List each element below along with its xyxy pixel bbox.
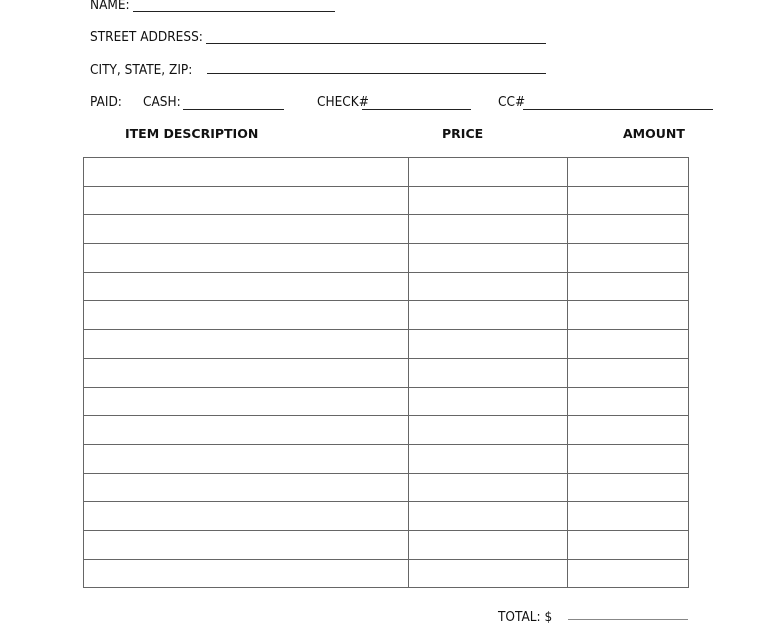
amount-cell[interactable] bbox=[568, 530, 689, 559]
price-cell[interactable] bbox=[409, 559, 568, 588]
header-item-description: ITEM DESCRIPTION bbox=[125, 126, 259, 141]
description-cell[interactable] bbox=[84, 358, 409, 387]
price-cell[interactable] bbox=[409, 301, 568, 330]
price-cell[interactable] bbox=[409, 244, 568, 273]
table-row bbox=[84, 416, 689, 445]
table-row bbox=[84, 473, 689, 502]
table-row bbox=[84, 330, 689, 359]
amount-cell[interactable] bbox=[568, 559, 689, 588]
price-cell[interactable] bbox=[409, 530, 568, 559]
amount-cell[interactable] bbox=[568, 358, 689, 387]
amount-cell[interactable] bbox=[568, 272, 689, 301]
amount-cell[interactable] bbox=[568, 301, 689, 330]
price-cell[interactable] bbox=[409, 158, 568, 187]
header-price: PRICE bbox=[442, 126, 484, 141]
description-cell[interactable] bbox=[84, 559, 409, 588]
description-cell[interactable] bbox=[84, 444, 409, 473]
total-label: TOTAL: $ bbox=[498, 609, 553, 625]
amount-cell[interactable] bbox=[568, 502, 689, 531]
amount-cell[interactable] bbox=[568, 444, 689, 473]
cc-field[interactable] bbox=[523, 109, 713, 110]
amount-cell[interactable] bbox=[568, 186, 689, 215]
table-row bbox=[84, 387, 689, 416]
name-label: NAME: bbox=[90, 0, 130, 13]
amount-cell[interactable] bbox=[568, 215, 689, 244]
price-cell[interactable] bbox=[409, 444, 568, 473]
description-cell[interactable] bbox=[84, 186, 409, 215]
description-cell[interactable] bbox=[84, 502, 409, 531]
amount-cell[interactable] bbox=[568, 244, 689, 273]
table-row bbox=[84, 158, 689, 187]
table-row bbox=[84, 444, 689, 473]
price-cell[interactable] bbox=[409, 330, 568, 359]
amount-cell[interactable] bbox=[568, 387, 689, 416]
table-row bbox=[84, 186, 689, 215]
header-amount: AMOUNT bbox=[623, 126, 685, 141]
table-row bbox=[84, 215, 689, 244]
city-label: CITY, STATE, ZIP: bbox=[90, 62, 193, 78]
paid-label: PAID: bbox=[90, 94, 122, 110]
description-cell[interactable] bbox=[84, 301, 409, 330]
price-cell[interactable] bbox=[409, 358, 568, 387]
street-label: STREET ADDRESS: bbox=[90, 29, 203, 45]
table-row bbox=[84, 559, 689, 588]
table-row bbox=[84, 502, 689, 531]
city-field[interactable] bbox=[207, 73, 546, 74]
cc-label: CC# bbox=[498, 94, 526, 110]
table-row bbox=[84, 244, 689, 273]
table-row bbox=[84, 358, 689, 387]
description-cell[interactable] bbox=[84, 530, 409, 559]
price-cell[interactable] bbox=[409, 272, 568, 301]
price-cell[interactable] bbox=[409, 215, 568, 244]
description-cell[interactable] bbox=[84, 330, 409, 359]
description-cell[interactable] bbox=[84, 387, 409, 416]
description-cell[interactable] bbox=[84, 215, 409, 244]
description-cell[interactable] bbox=[84, 158, 409, 187]
cash-field[interactable] bbox=[183, 109, 284, 110]
name-field[interactable] bbox=[133, 11, 335, 12]
price-cell[interactable] bbox=[409, 416, 568, 445]
description-cell[interactable] bbox=[84, 416, 409, 445]
street-field[interactable] bbox=[206, 43, 546, 44]
table-row bbox=[84, 301, 689, 330]
description-cell[interactable] bbox=[84, 473, 409, 502]
table-row bbox=[84, 272, 689, 301]
amount-cell[interactable] bbox=[568, 158, 689, 187]
check-field[interactable] bbox=[362, 109, 471, 110]
price-cell[interactable] bbox=[409, 502, 568, 531]
amount-cell[interactable] bbox=[568, 330, 689, 359]
price-cell[interactable] bbox=[409, 473, 568, 502]
description-cell[interactable] bbox=[84, 272, 409, 301]
description-cell[interactable] bbox=[84, 244, 409, 273]
cash-label: CASH: bbox=[143, 94, 181, 110]
check-label: CHECK# bbox=[317, 94, 369, 110]
price-cell[interactable] bbox=[409, 186, 568, 215]
amount-cell[interactable] bbox=[568, 416, 689, 445]
price-cell[interactable] bbox=[409, 387, 568, 416]
amount-cell[interactable] bbox=[568, 473, 689, 502]
items-table bbox=[83, 157, 689, 588]
table-row bbox=[84, 530, 689, 559]
